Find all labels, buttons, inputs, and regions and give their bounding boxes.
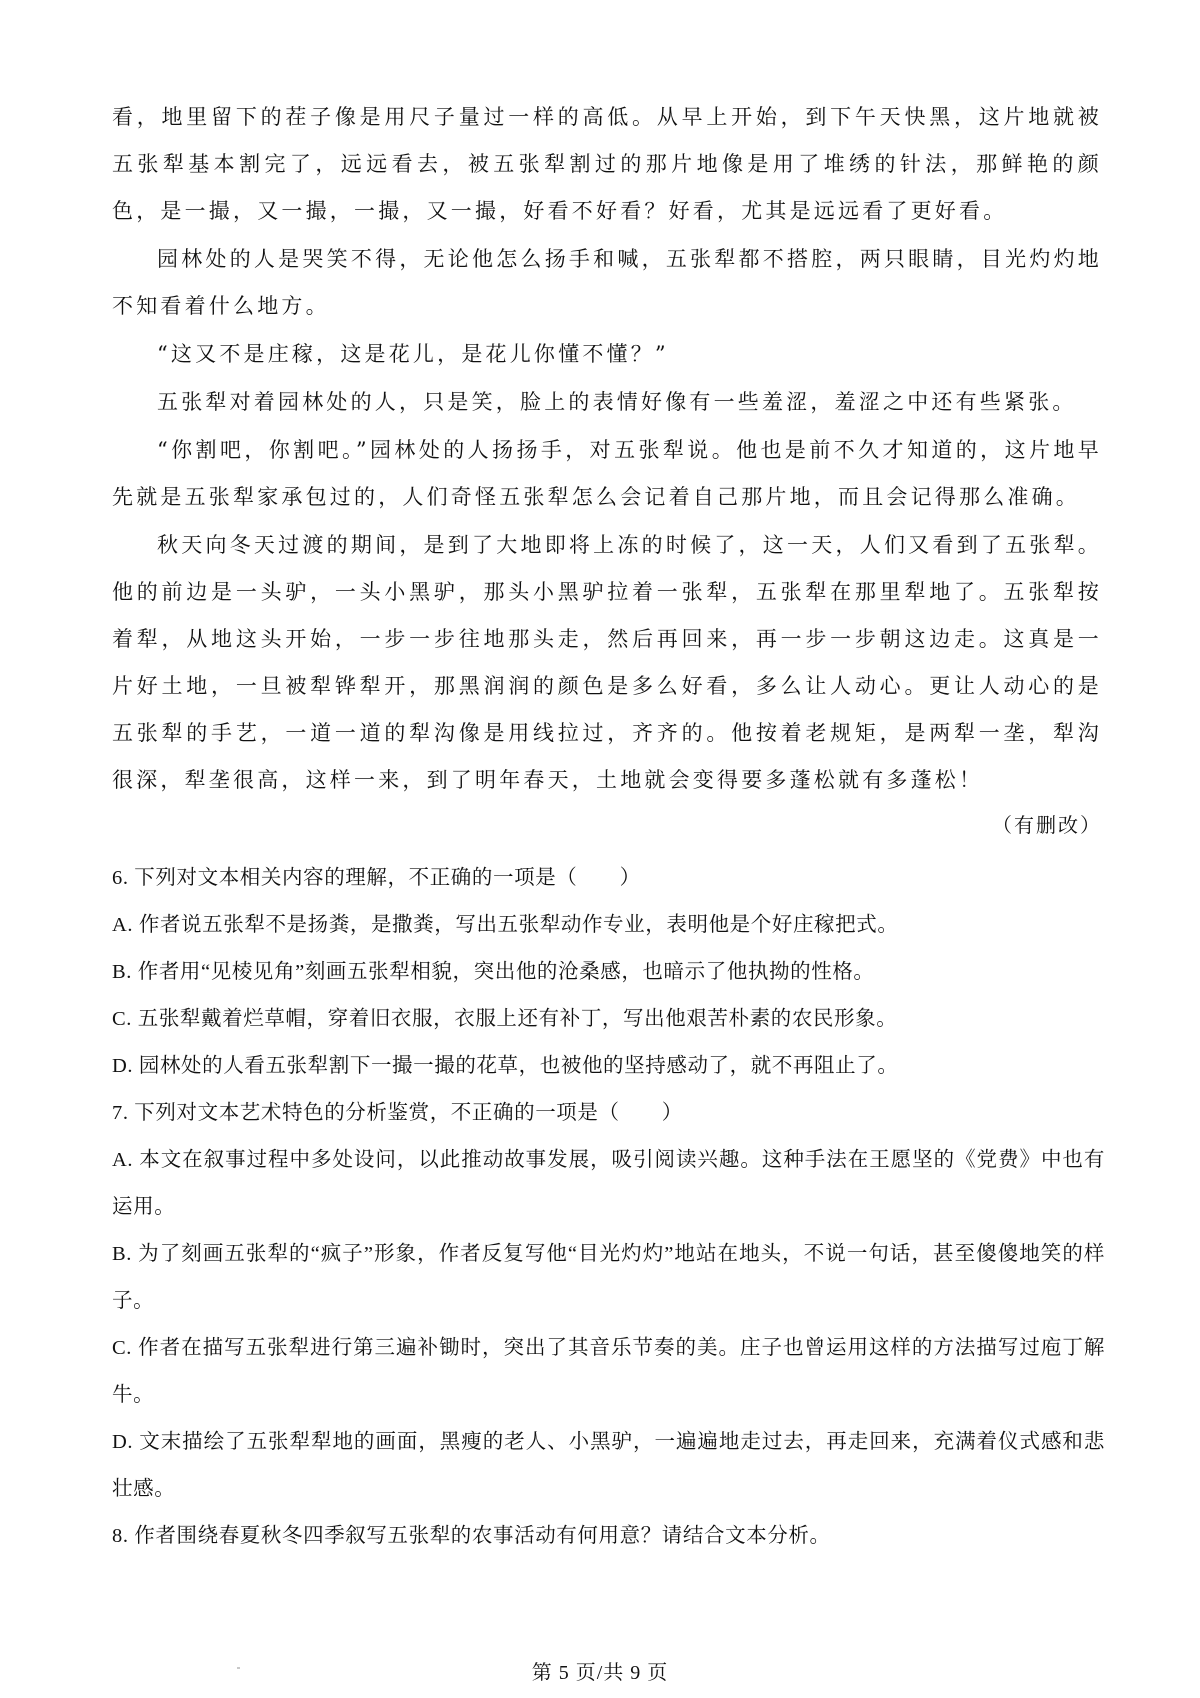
passage-paragraph: 园林处的人是哭笑不得，无论他怎么扬手和喊，五张犁都不搭腔，两只眼睛，目光灼灼地不知看着什么地方。 xyxy=(112,247,1102,318)
source-note: （有删改） xyxy=(992,813,1102,837)
passage-paragraph: “你割吧，你割吧。”园林处的人扬扬手，对五张犁说。他也是前不久才知道的，这片地早先就是五张犁家承包过的，人们奇怪五张犁怎么会记着自己那片地，而且会记得那么准确。 xyxy=(112,438,1102,509)
reading-passage xyxy=(112,94,1102,805)
question-7-option-d: D. 文末描绘了五张犁犁地的画面，黑瘦的老人、小黑驴，一遍遍地走过去，再走回来，充满着仪式感和悲壮感。 xyxy=(112,1431,1105,1500)
question-7-option-c: C. 作者在描写五张犁进行第三遍补锄时，突出了其音乐节奏的美。庄子也曾运用这样的方法描写过庖丁解牛。 xyxy=(112,1337,1105,1406)
question-6-stem: 6. 下列对文本相关内容的理解，不正确的一项是（ ） xyxy=(112,867,641,889)
passage-paragraph: “这又不是庄稼，这是花儿，是花儿你懂不懂？” xyxy=(157,342,669,366)
question-7-option-a: A. 本文在叙事过程中多处设问，以此推动故事发展，吸引阅读兴趣。这种手法在王愿坚的《党费》中也有运用。 xyxy=(112,1149,1105,1218)
question-6-option-d: D. 园林处的人看五张犁割下一撮一撮的花草，也被他的坚持感动了，就不再阻止了。 xyxy=(112,1055,899,1077)
passage-paragraph: 五张犁对着园林处的人，只是笑，脸上的表情好像有一些羞涩，羞涩之中还有些紧张。 xyxy=(157,390,1077,414)
passage-paragraph: 看，地里留下的茬子像是用尺子量过一样的高低。从早上开始，到下午天快黑，这片地就被五张犁基本割完了，远远看去，被五张犁割过的那片地像是用了堆绣的针法，那鲜艳的颜色，是一撮，又一撮，一撮，又一撮，好看不好看？好看，尤其是远远看了更好看。 xyxy=(112,105,1102,223)
question-6-option-b: B. 作者用“见棱见角”刻画五张犁相貌，突出他的沧桑感，也暗示了他执拗的性格。 xyxy=(112,961,875,983)
page-footer: 第 5 页/共 9 页 xyxy=(531,1662,669,1684)
question-8-stem: 8. 作者围绕春夏秋冬四季叙写五张犁的农事活动有何用意？请结合文本分析。 xyxy=(112,1525,831,1547)
question-7-stem: 7. 下列对文本艺术特色的分析鉴赏，不正确的一项是（ ） xyxy=(112,1102,683,1124)
question-7-option-b: B. 为了刻画五张犁的“疯子”形象，作者反复写他“目光灼灼”地站在地头，不说一句话，甚至傻傻地笑的样子。 xyxy=(112,1243,1105,1312)
question-6-option-c: C. 五张犁戴着烂草帽，穿着旧衣服，衣服上还有补丁，写出他艰苦朴素的农民形象。 xyxy=(112,1008,898,1030)
question-6-option-a: A. 作者说五张犁不是扬粪，是撒粪，写出五张犁动作专业，表明他是个好庄稼把式。 xyxy=(112,914,899,936)
passage-paragraph: 秋天向冬天过渡的期间，是到了大地即将上冻的时候了，这一天，人们又看到了五张犁。他的前边是一头驴，一头小黑驴，那头小黑驴拉着一张犁，五张犁在那里犁地了。五张犁按着犁，从地这头开始，一步一步往地那头走，然后再回来，再一步一步朝这边走。这真是一片好土地，一旦被犁铧犁开，那黑润润的颜色是多么好看，多么让人动心。更让人动心的是五张犁的手艺，一道一道的犁沟像是用线拉过，齐齐的。他按着老规矩，是两犁一垄，犁沟很深，犁垄很高，这样一来，到了明年春天，土地就会变得要多蓬松就有多蓬松！ xyxy=(112,533,1102,792)
question-list xyxy=(112,855,1105,1560)
